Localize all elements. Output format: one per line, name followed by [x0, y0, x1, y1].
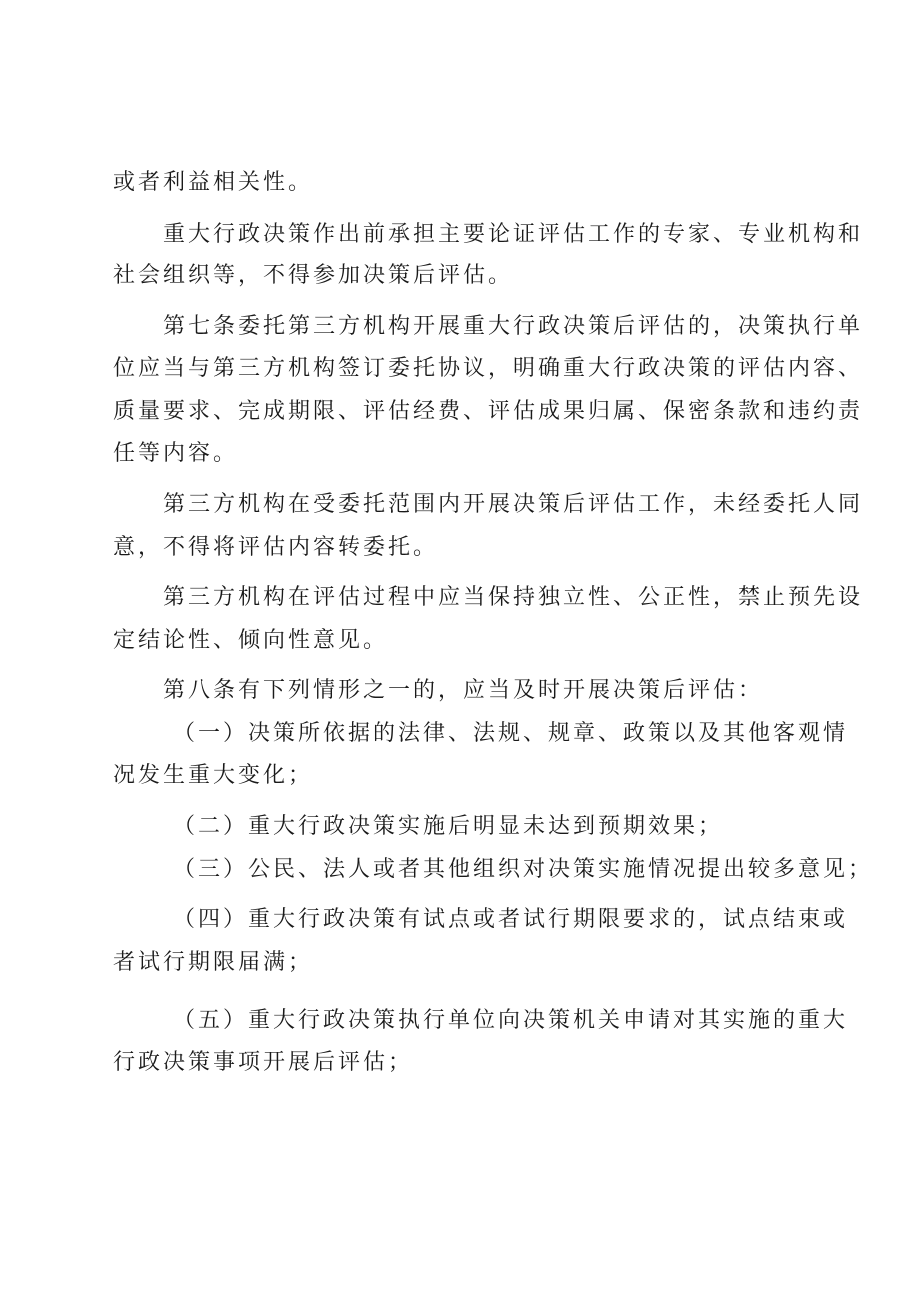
text-line: 定结论性、倾向性意见。: [113, 628, 389, 653]
list-item-line: （三）公民、法人或者其他组织对决策实施情况提出较多意见；: [173, 857, 874, 882]
text-line: 任等内容。: [113, 441, 239, 466]
text-line: 意，不得将评估内容转委托。: [113, 535, 439, 560]
document-body: [113, 0, 874, 1301]
text-line: 况发生重大变化；: [113, 763, 314, 788]
text-line: 质量要求、完成期限、评估经费、评估成果归属、保密条款和违约责: [113, 399, 864, 424]
text-line: 者试行期限届满；: [113, 950, 314, 975]
text-line: 第七条委托第三方机构开展重大行政决策后评估的，决策执行单: [163, 314, 864, 339]
list-item-line: （五）重大行政决策执行单位向决策机关申请对其实施的重大: [173, 1008, 849, 1033]
text-line: 行政决策事项开展后评估；: [113, 1050, 414, 1075]
list-item-line: （二）重大行政决策实施后明显未达到预期效果；: [173, 814, 724, 839]
text-line: 重大行政决策作出前承担主要论证评估工作的专家、专业机构和: [163, 222, 864, 247]
text-line: 第三方机构在评估过程中应当保持独立性、公正性，禁止预先设: [163, 585, 864, 610]
list-item-line: （一）决策所依据的法律、法规、规章、政策以及其他客观情: [173, 721, 849, 746]
list-item-line: （四）重大行政决策有试点或者试行期限要求的，试点结束或: [173, 907, 849, 932]
text-line: 第八条有下列情形之一的，应当及时开展决策后评估：: [163, 678, 764, 703]
text-line: 第三方机构在受委托范围内开展决策后评估工作，未经委托人同: [163, 492, 864, 517]
text-line: 社会组织等，不得参加决策后评估。: [113, 263, 514, 288]
text-line: 或者利益相关性。: [113, 170, 314, 195]
text-line: 位应当与第三方机构签订委托协议，明确重大行政决策的评估内容、: [113, 356, 864, 381]
